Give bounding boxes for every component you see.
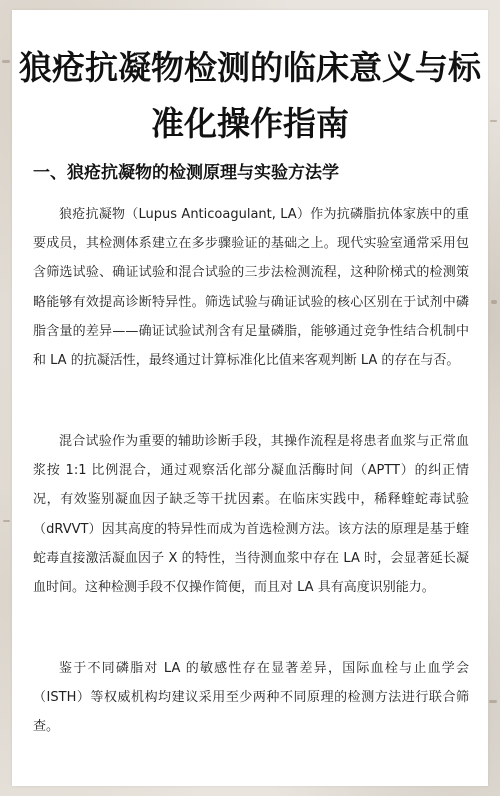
background-ink-stroke [491, 300, 497, 304]
background-ink-stroke [490, 120, 497, 122]
body-paragraph: 鉴于不同磷脂对 LA 的敏感性存在显著差异，国际血栓与止血学会（ISTH）等权威机构均建议采用至少两种不同原理的检测方法进行联合筛查。 [33, 661, 469, 735]
document-title: 狼疮抗凝物检测的临床意义与标准化操作指南 [19, 48, 481, 143]
body-paragraph: 混合试验作为重要的辅助诊断手段，其操作流程是将患者血浆与正常血浆按 1:1 比例混合，通过观察活化部分凝血活酶时间（APTT）的纠正情况，有效鉴别凝血因子缺乏等干扰因素。在临床实践中，稀释蝰蛇毒试验（dRVVT）因其高度的特异性而成为首选检测方法。该方法的原理是基于蝰蛇毒直接激活凝血因子 X 的特性，当待测血浆中存在 LA 时，会显著延长凝血时间。这种检测手段不仅操作简便，而且对 LA 具有高度识别能力。 [33, 434, 469, 596]
background-ink-stroke [2, 60, 10, 63]
background-ink-stroke [3, 520, 10, 522]
section-heading: 一、狼疮抗凝物的检测原理与实验方法学 [33, 163, 339, 183]
body-paragraph: 狼疮抗凝物（Lupus Anticoagulant, LA）作为抗磷脂抗体家族中的重要成员，其检测体系建立在多步骤验证的基础之上。现代实验室通常采用包含筛选试验、确证试验和混合试验的三步法检测流程，这种阶梯式的检测策略能够有效提高诊断特异性。筛选试验与确证试验的核心区别在于试剂中磷脂含量的差异——确证试验试剂含有足量磷脂，能够通过竞争性结合机制中和 LA 的抗凝活性，最终通过计算标准化比值来客观判断 LA 的存在与否。 [33, 207, 469, 369]
background-ink-stroke [489, 700, 497, 703]
